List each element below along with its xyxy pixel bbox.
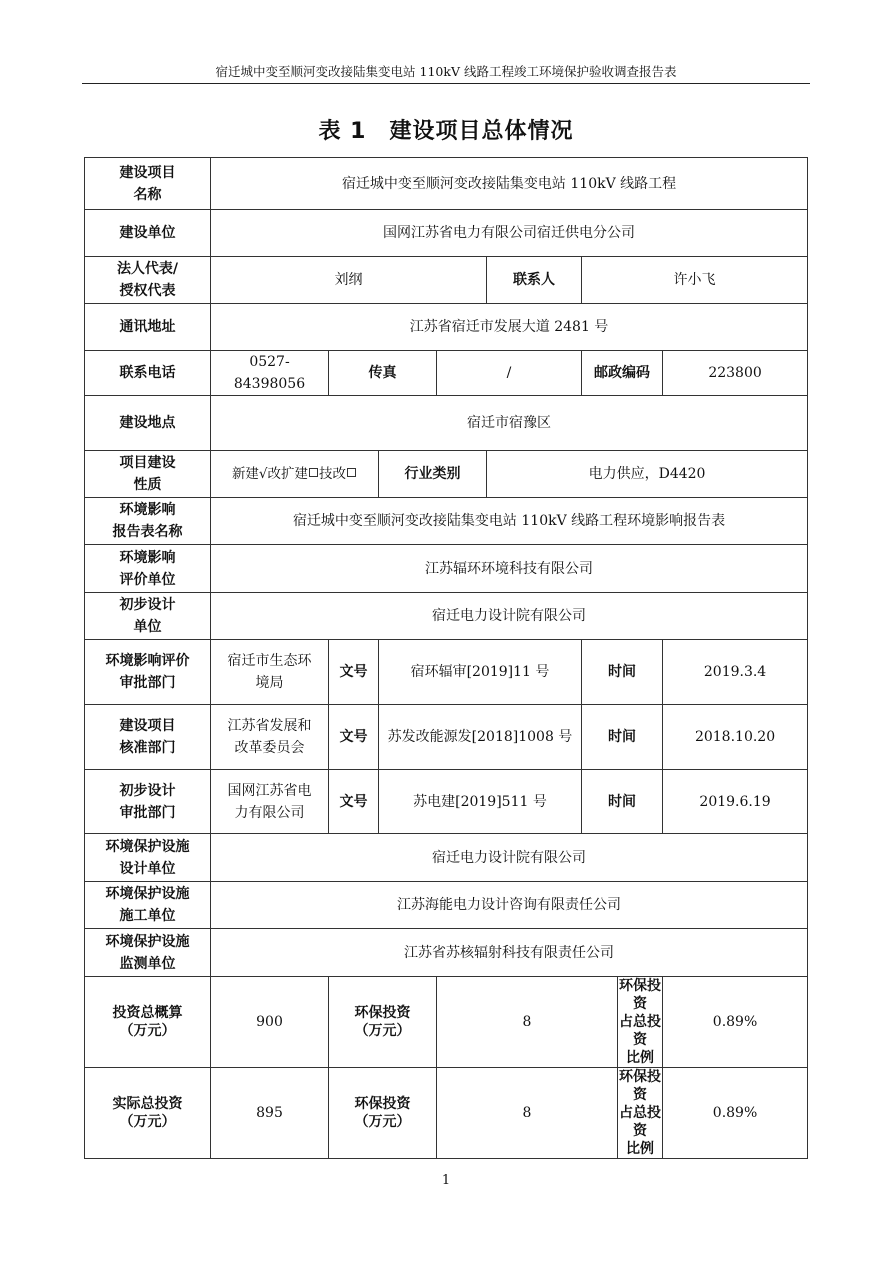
row-eia-unit <box>85 545 808 593</box>
project-approval-doc-label: 文号 <box>329 705 379 770</box>
row-actual-investment <box>85 1068 808 1159</box>
row-location <box>85 396 808 451</box>
fax-value: / <box>437 351 582 396</box>
location-label: 建设地点 <box>85 396 211 451</box>
unchecked-box-icon <box>309 468 318 477</box>
fax-label: 传真 <box>329 351 437 396</box>
env-monitor-unit-label: 环境保护设施 监测单位 <box>85 929 211 977</box>
row-env-monitor-unit <box>85 929 808 977</box>
row-nature <box>85 451 808 498</box>
address-label: 通讯地址 <box>85 304 211 351</box>
row-project-approval <box>85 705 808 770</box>
eia-unit-label: 环境影响 评价单位 <box>85 545 211 593</box>
budget-label: 投资总概算 （万元） <box>85 977 211 1068</box>
legal-rep-value: 刘纲 <box>211 257 487 304</box>
contact-label: 联系人 <box>487 257 582 304</box>
construction-unit-label: 建设单位 <box>85 210 211 257</box>
project-name-value: 宿迁城中变至顺河变改接陆集变电站 110kV 线路工程 <box>211 158 808 210</box>
eia-approval-doc-value: 宿环辐审[2019]11 号 <box>379 640 582 705</box>
budget-ratio-value: 0.89% <box>663 977 808 1068</box>
actual-ratio-label: 环保投资 占总投资 比例 <box>619 1069 661 1157</box>
nature-options <box>211 451 379 498</box>
unchecked-box-icon <box>347 468 356 477</box>
location-value: 宿迁市宿豫区 <box>211 396 808 451</box>
row-eia-approval <box>85 640 808 705</box>
actual-env-value: 8 <box>437 1068 618 1159</box>
design-approval-dept: 国网江苏省电 力有限公司 <box>211 770 329 834</box>
env-construction-unit-label: 环境保护设施 施工单位 <box>85 882 211 929</box>
construction-unit-value: 国网江苏省电力有限公司宿迁供电分公司 <box>211 210 808 257</box>
postal-code-value: 223800 <box>663 351 808 396</box>
industry-value: 电力供应，D4420 <box>487 451 808 498</box>
row-eia-report-name <box>85 498 808 545</box>
eia-report-value: 宿迁城中变至顺河变改接陆集变电站 110kV 线路工程环境影响报告表 <box>211 498 808 545</box>
row-address <box>85 304 808 351</box>
design-approval-doc-value: 苏电建[2019]511 号 <box>379 770 582 834</box>
project-approval-label: 建设项目 核准部门 <box>85 705 211 770</box>
row-phone <box>85 351 808 396</box>
row-construction-unit <box>85 210 808 257</box>
nature-label: 项目建设 性质 <box>85 451 211 498</box>
project-approval-time-value: 2018.10.20 <box>663 705 808 770</box>
prelim-design-unit-label: 初步设计 单位 <box>85 593 211 640</box>
design-approval-time-label: 时间 <box>582 770 663 834</box>
option-expansion: 改扩建 <box>267 466 309 482</box>
eia-approval-dept: 宿迁市生态环 境局 <box>211 640 329 705</box>
project-approval-dept: 江苏省发展和 改革委员会 <box>211 705 329 770</box>
row-legal-rep <box>85 257 808 304</box>
legal-rep-label: 法人代表/ 授权代表 <box>85 257 211 304</box>
row-prelim-design-unit <box>85 593 808 640</box>
row-project-name <box>85 158 808 210</box>
budget-env-label: 环保投资 （万元） <box>329 977 437 1068</box>
project-approval-doc-value: 苏发改能源发[2018]1008 号 <box>379 705 582 770</box>
phone-value: 0527-84398056 <box>211 351 329 396</box>
eia-approval-time-value: 2019.3.4 <box>663 640 808 705</box>
actual-investment-label: 实际总投资 （万元） <box>85 1068 211 1159</box>
actual-env-label: 环保投资 （万元） <box>329 1068 437 1159</box>
budget-env-value: 8 <box>437 977 618 1068</box>
design-approval-label: 初步设计 审批部门 <box>85 770 211 834</box>
row-env-construction-unit <box>85 882 808 929</box>
industry-label: 行业类别 <box>379 451 487 498</box>
prelim-design-unit-value: 宿迁电力设计院有限公司 <box>211 593 808 640</box>
design-approval-time-value: 2019.6.19 <box>663 770 808 834</box>
phone-label: 联系电话 <box>85 351 211 396</box>
postal-code-label: 邮政编码 <box>582 351 663 396</box>
eia-approval-label: 环境影响评价 审批部门 <box>85 640 211 705</box>
row-env-design-unit <box>85 834 808 882</box>
row-budget <box>85 977 808 1068</box>
budget-ratio-label: 环保投资 占总投资 比例 <box>619 978 661 1066</box>
option-tech-renovation: 技改 <box>319 466 347 482</box>
eia-approval-time-label: 时间 <box>582 640 663 705</box>
env-design-unit-value: 宿迁电力设计院有限公司 <box>211 834 808 882</box>
project-approval-time-label: 时间 <box>582 705 663 770</box>
eia-report-label: 环境影响 报告表名称 <box>85 498 211 545</box>
header-rule <box>82 83 810 84</box>
row-design-approval <box>85 770 808 834</box>
option-new-construction: 新建√ <box>231 466 268 482</box>
eia-unit-value: 江苏辐环环境科技有限公司 <box>211 545 808 593</box>
actual-ratio-value: 0.89% <box>663 1068 808 1159</box>
env-design-unit-label: 环境保护设施 设计单位 <box>85 834 211 882</box>
page-title: 表 1 建设项目总体情况 <box>318 119 574 144</box>
page-number: 1 <box>441 1173 451 1188</box>
env-monitor-unit-value: 江苏省苏核辐射科技有限责任公司 <box>211 929 808 977</box>
running-header: 宿迁城中变至顺河变改接陆集变电站 110kV 线路工程竣工环境保护验收调查报告表 <box>215 64 677 79</box>
address-value: 江苏省宿迁市发展大道 2481 号 <box>211 304 808 351</box>
contact-value: 许小飞 <box>582 257 808 304</box>
design-approval-doc-label: 文号 <box>329 770 379 834</box>
project-name-label: 建设项目 名称 <box>85 158 211 210</box>
eia-approval-doc-label: 文号 <box>329 640 379 705</box>
project-overview-table <box>84 157 808 1159</box>
budget-value: 900 <box>211 977 329 1068</box>
env-construction-unit-value: 江苏海能电力设计咨询有限责任公司 <box>211 882 808 929</box>
actual-investment-value: 895 <box>211 1068 329 1159</box>
